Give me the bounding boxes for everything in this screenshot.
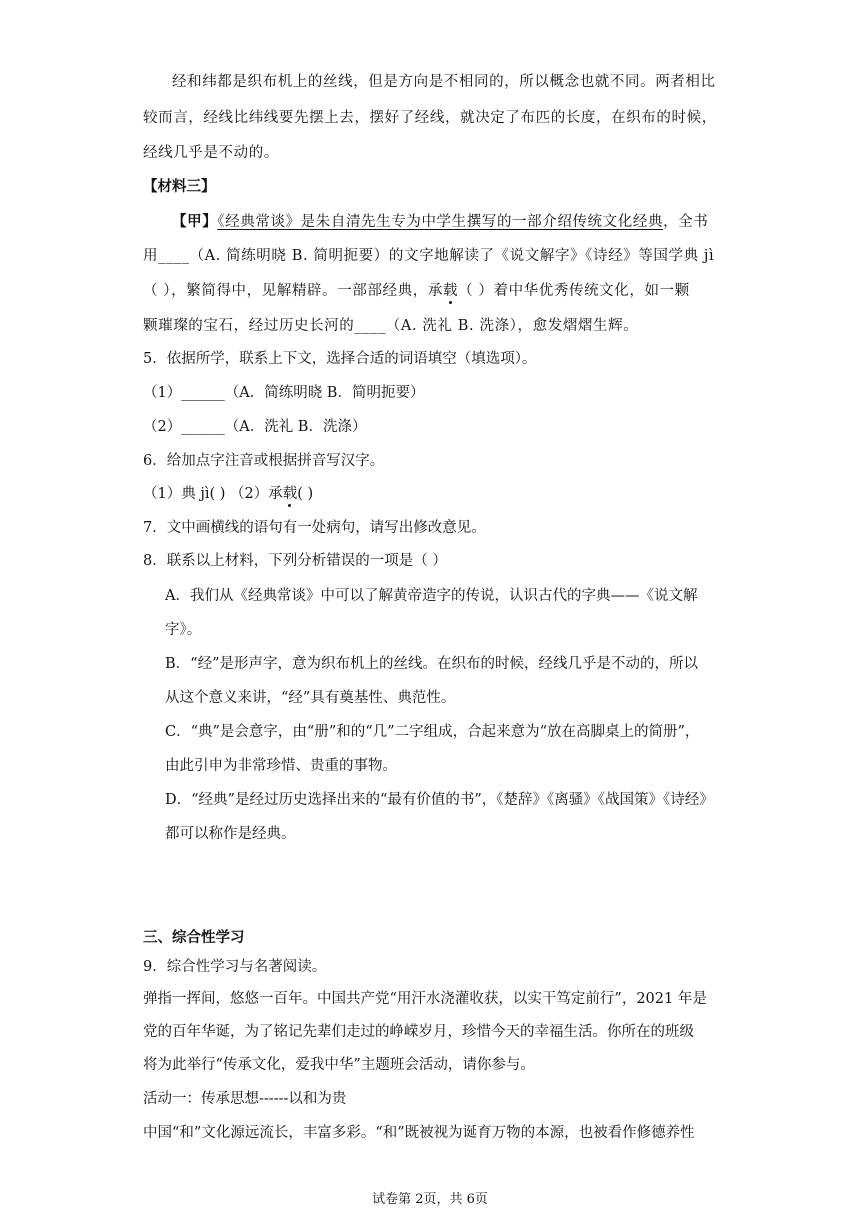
activity-1: 活动一：传承思想------以和为贵 xyxy=(143,1091,347,1107)
question-5-blank-1: （1）______（A．简练明晓 B．简明扼要） xyxy=(143,385,425,401)
section-3-heading: 三、综合性学习 xyxy=(143,930,245,946)
underlined-sentence: 《经典常谈》是朱自清先生专为中学生撰写的一部介绍传统文化经典 xyxy=(217,214,664,230)
material3-line-1-rest: ，全书 xyxy=(663,214,709,230)
section-3-para-1: 弹指一挥间，悠悠一百年。中国共产党“用汗水浇灌收获，以实干笃定前行”，2021 年是 xyxy=(143,991,707,1007)
question-8: 8．联系以上材料，下列分析错误的一项是（ ） xyxy=(143,553,447,569)
material3-line-4: 颗璀璨的宝石，经过历史长河的____（A. 洗礼 B. 洗涤），愈发熠熠生辉。 xyxy=(143,318,639,334)
dotted-char: 载 xyxy=(442,283,459,299)
page-footer: 试卷第 2页，共 6页 xyxy=(372,1192,488,1207)
material3-line-3-b: （ ）着中华优秀传统文化，如一颗 xyxy=(458,283,690,299)
option-c-line-2: 由此引申为非常珍惜、贵重的事物。 xyxy=(165,758,397,774)
question-6-a: （1）典 jì( ) （2）承 xyxy=(143,486,283,502)
question-9: 9．综合性学习与名著阅读。 xyxy=(143,959,327,975)
material3-line-1 xyxy=(172,212,752,232)
question-5: 5．依据所学，联系上下文，选择合适的词语填空（填选项）。 xyxy=(143,351,537,367)
option-b-line-1: B．“经”是形声字，意为织布机上的丝线。在织布的时候，经线几乎是不动的，所以 xyxy=(165,656,698,672)
option-c-line-1: C．“典”是会意字，由“册”和的“几”二字组成，合起来意为“放在高脚桌上的简册”， xyxy=(165,724,700,740)
section-3-para-2: 党的百年华诞，为了铭记先辈们走过的峥嵘岁月，珍惜今天的幸福生活。你所在的班级 xyxy=(143,1024,694,1040)
section-3-para-4: 中国“和”文化源远流长，丰富多彩。“和”既被视为诞育万物的本源，也被看作修德养性 xyxy=(143,1125,695,1141)
option-a-line-2: 字》。 xyxy=(165,622,202,638)
material3-heading: 【材料三】 xyxy=(143,178,216,195)
jia-mark: 【甲】 xyxy=(172,213,218,230)
question-6: 6．给加点字注音或根据拼音写汉字。 xyxy=(143,453,385,469)
material3-line-2: 用____（A. 简练明晓 B. 简明扼要）的文字地解读了《说文解字》《诗经》等国学典 jì xyxy=(143,248,715,264)
option-a-line-1: A．我们从《经典常谈》中可以了解黄帝造字的传说，认识古代的字典——《说文解 xyxy=(165,588,698,604)
question-6-dotted-char: 载 xyxy=(282,486,298,502)
material3-line-3-a: （ ），繁简得中，见解精辟。一部部经典，承 xyxy=(143,283,443,299)
material2-line-2: 较而言，经线比纬线要先摆上去，摆好了经线，就决定了布匹的长度，在织布的时候， xyxy=(143,110,717,126)
question-6-items xyxy=(143,484,723,504)
question-5-blank-2: （2）______（A．洗礼 B．洗涤） xyxy=(143,419,367,435)
material2-line-3: 经线几乎是不动的。 xyxy=(143,145,279,161)
option-d-line-2: 都可以称作是经典。 xyxy=(165,826,296,842)
material3-line-3 xyxy=(143,281,723,301)
question-7: 7．文中画横线的语句有一处病句，请写出修改意见。 xyxy=(143,520,486,536)
option-d-line-1: D．“经典”是经过历史选择出来的“最有价值的书”，《楚辞》《离骚》《战国策》《诗经》 xyxy=(165,792,714,808)
section-3-para-3: 将为此举行“传承文化，爱我中华”主题班会活动，请你参与。 xyxy=(143,1057,535,1073)
option-b-line-2: 从这个意义来讲，“经”具有奠基性、典范性。 xyxy=(165,690,456,706)
question-6-b: ( ) xyxy=(297,486,314,502)
material2-line-1: 经和纬都是织布机上的丝线，但是方向是不相同的，所以概念也就不同。两者相比 xyxy=(172,74,716,90)
